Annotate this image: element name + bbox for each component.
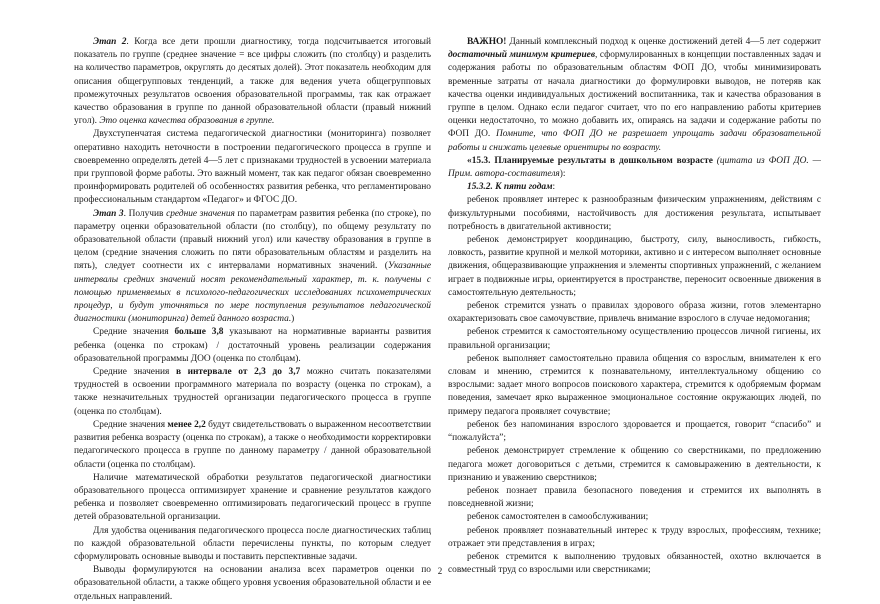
- interval-text-b: можно считать показателями трудностей в освоении программного материала по возрасту (оценка по строкам), а также незначительных трудностей организации педагогического процесса в группе (оценка по столбцам).: [74, 367, 432, 417]
- list-item: ребенок выполняет самостоятельно правила общения со взрослым, внимателен к его словам и мнению, стремится к познавательному, интеллектуальному общению со взрослыми: задает много вопросов поискового характера, стремится к одобряемым формам поведения, замечает ярко выраженное эмоциональное состояние окружающих людей, по примеру педагога проявляет сочувствие;: [448, 353, 821, 417]
- page-number: 2: [437, 566, 443, 576]
- stage-2-text: . Когда все дети прошли диагностику, тогда подсчитывается итоговый показатель по группе (среднее значение = все цифры сложить (по столбцу) и разделить на количество параметров, округлять до десятых долей). Этот показатель необходим для описания общегрупповых тенденций, а также для ведения учета общегрупповых промежуточных результатов освоения образовательной программы, так как отражает качество образования в группе по данной образовательной области (правый нижний угол).: [74, 37, 432, 127]
- list-item: ребенок демонстрирует координацию, быстроту, силу, выносливость, гибкость, ловкость, развитие крупной и мелкой моторики, активно и с интересом выполняет основные движения, общеразвивающие упражнения и элементы спортивных упражнений, с желанием играет в подвижные игры, ориентируется в пространстве, переносит освоенные движения в самостоятельную деятельность;: [448, 235, 821, 298]
- interval-2-3-3-7-paragraph: [74, 366, 431, 419]
- section-15-3-italic: (цитата из ФОП ДО. — Прим. автора-составителя: [448, 155, 821, 180]
- important-paragraph: [448, 36, 821, 155]
- list-item: ребенок демонстрирует стремление к общению со сверстниками, по предложению педагога может договориться с детьми, стремится к самовыражению в деятельности, к признанию и уважению сверстников;: [448, 446, 821, 483]
- important-italic: Помните, что ФОП ДО не разрешает упрощать задачи образовательной работы и снижать целевые ориентиры по возрасту.: [448, 129, 821, 153]
- above-3-8-bold: больше 3,8: [174, 327, 224, 338]
- stage-2-label: Этап 2: [93, 37, 127, 47]
- left-column: [74, 36, 431, 604]
- above-3-8-text-a: Средние значения: [93, 327, 175, 338]
- stage-3-italic-1: средние значения: [166, 208, 235, 219]
- section-15-3-end: ):: [559, 169, 566, 180]
- important-text-a: Данный комплексный подход к оценке достижений детей 4—5 лет содержит: [506, 37, 821, 47]
- section-15-3-heading: [448, 155, 821, 181]
- list-item: ребенок стремится узнать о правилах здорового образа жизни, готов элементарно охарактеризовать свое самочувствие, привлечь внимание взрослого в случае недомогания;: [448, 301, 821, 325]
- above-3-8-paragraph: [74, 326, 431, 366]
- interval-bold: в интервале от 2,3 до 3,7: [175, 367, 301, 378]
- stage-3-label: Этап 3: [93, 208, 124, 219]
- list-item: ребенок без напоминания взрослого здоровается и прощается, говорит “спасибо” и “пожалуйста”;: [448, 419, 821, 444]
- section-15-3-bold: «15.3. Планируемые результаты в дошкольном возрасте: [467, 155, 713, 166]
- below-2-2-paragraph: [74, 419, 431, 472]
- subsection-15-3-2-title: 15.3.2. К пяти годам: [467, 182, 553, 193]
- list-item: ребенок стремится к самостоятельному осуществлению процессов личной гигиены, их правильной организации;: [448, 327, 821, 351]
- below-2-2-text-a: Средние значения: [93, 419, 168, 430]
- interval-text-a: Средние значения: [93, 367, 176, 378]
- stage-3-italic-2: Указанные интервалы средних значений носят рекомендательный характер, т. к. получены с помощью применяемых в психолого-педагогических исследованиях психометрических процедур, и будут уточняться по мере поступления результатов педагогической диагностики (мониторинга) детей данного возраста.: [74, 261, 431, 325]
- stage-3-text-c: ): [291, 314, 295, 325]
- important-bold-italic: достаточный минимум критериев: [448, 50, 596, 61]
- important-label: ВАЖНО!: [467, 37, 507, 47]
- below-2-2-bold: менее 2,2: [167, 419, 206, 430]
- stage-2-italic: Это оценка качества образования в группе.: [99, 116, 275, 127]
- conclusions-paragraph: Выводы формулируются на основании анализа всех параметров оценки по образовательной области, а также общего уровня усвоения образовательной области и ее отдельных направлений.: [74, 565, 431, 602]
- stage-3-paragraph: [74, 208, 431, 327]
- math-processing-paragraph: Наличие математической обработки результатов педагогической диагностики образовательного процесса оптимизирует хранение и сравнение результатов каждого ребенка и позволяет своевременно оптимизировать педагогический процесс в группе детей образовательной организации.: [74, 472, 431, 523]
- list-item: ребенок познает правила безопасного поведения и стремится их выполнять в повседневной жизни;: [448, 485, 821, 510]
- subsection-15-3-2-colon: :: [552, 182, 556, 193]
- stage-3-text-a: . Получив: [123, 208, 167, 219]
- list-item: ребенок самостоятелен в самообслуживании;: [467, 512, 649, 523]
- important-text-b: , сформулированных в концепции поставленных задач и содержания работы по образовательным областям ФОП ДО, чтобы минимизировать временные затраты от начала диагностики до формулировки выводов, не потеряв как качества оценки индивидуальных достижений воспитанника, так и качества образования в группе в целом. Однако если педагог считает, что по его направлению работы критериев оценки недостаточно, то можно добавить их, опираясь на задачи и содержание работы по ФОП ДО.: [448, 50, 821, 140]
- stage-2-paragraph: [74, 36, 431, 128]
- above-3-8-text-b: указывают на нормативные варианты развития ребенка (оценка по строкам) / достаточный уровень реализации содержания образовательной программы ДОО (оценка по столбцам).: [74, 327, 432, 364]
- below-2-2-text-b: будут свидетельствовать о выраженном несоответствии развития ребенка возрасту (оценка по строкам), а также о необходимости корректировки педагогического процесса в группе по данному параметру / данной образовательной области (оценка по столбцам).: [74, 419, 431, 470]
- subsection-15-3-2-heading: [448, 181, 821, 194]
- stage-3-text-b: по параметрам развития ребенка (по строке), по параметру оценки образовательной области (по столбцу), по общему результату по образовательной области (правый нижний угол) или качеству образования в группе в целом (средние значения сложить по пяти образовательным областям и разделить на пять), следует соотнести их с интервалами нормативных значений. (: [74, 208, 431, 272]
- right-column: [448, 36, 821, 577]
- list-item: ребенок проявляет познавательный интерес к труду взрослых, профессиям, технике; отражает эти представления в играх;: [448, 525, 821, 549]
- list-item: ребенок стремится к выполнению трудовых обязанностей, охотно включается в совместный труд со взрослыми или сверстниками;: [448, 551, 821, 576]
- two-stage-system-paragraph: Двухступенчатая система педагогической диагностики (мониторинга) позволяет оперативно находить неточности в построении педагогического процесса в группе и своевременно определять детей 4—5 лет с признаками трудностей в усвоении материала при групповой форме работы. Это важный момент, так как педагог обязан своевременно проинформировать родителей об особенностях развития ребенка, что регламентировано профессиональным стандартом «Педагог» и ФГОС ДО.: [74, 129, 431, 206]
- list-item: ребенок проявляет интерес к разнообразным физическим упражнениям, действиям с физкультурными пособиями, настойчивость для достижения результата, испытывает потребность в двигательной активности;: [448, 195, 821, 232]
- evaluation-convenience-paragraph: Для удобства оценивания педагогического процесса после диагностических таблиц по каждой образовательной области перечислены пункты, по которым следует сформулировать основные выводы и поставить перспективные задачи.: [74, 525, 431, 562]
